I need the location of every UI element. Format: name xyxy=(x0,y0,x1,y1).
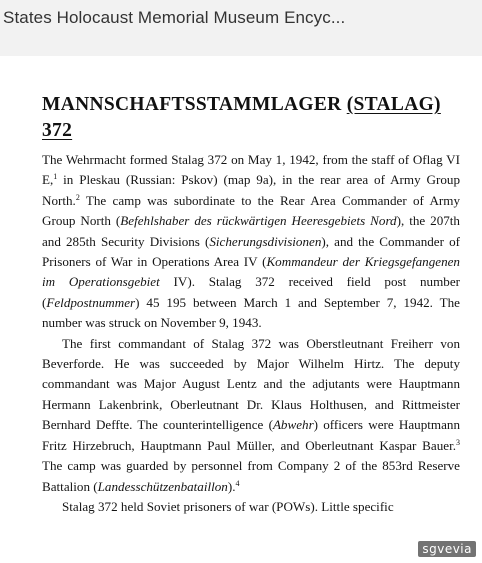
p2-text-3: The camp was guarded by personnel from Company 2 of the 853rd Reserve Battalion ( xyxy=(42,458,460,494)
browser-tab-bar[interactable] xyxy=(0,0,482,56)
p1-text-7: ) 45 195 between March 1 and September 7, 1942. The number was struck on November 9, 1943. xyxy=(42,294,460,331)
p2-text-1: The first commandant of Stalag 372 was Oberstleutnant Freiherr von Beverforde. He was succeeded by Major Wilhelm Hirtz. The deputy commandant was Major August Lentz and the adjutants were Hauptmann Hermann Lakenbrink, Oberleutnant Dr. Klaus Holthusen, and Rittmeister Bernhard Deffte. The counterintelligence ( xyxy=(42,335,460,433)
p1-italic-3: Kommandeur der Kriegsgefangenen im Operationsgebiet xyxy=(42,254,460,290)
tab-title[interactable]: States Holocaust Memorial Museum Encyc... xyxy=(3,8,346,27)
p2-text-2: ) officers were Hauptmann Fritz Hirzebruch, Hauptmann Paul Müller, and Oberleutnant Kaspar Bauer. xyxy=(42,417,460,453)
p2-italic-1: Abwehr xyxy=(272,417,314,433)
paragraph-2 xyxy=(42,334,460,497)
p3-text-1: Stalag 372 held Soviet prisoners of war (POWs). Little specific xyxy=(62,498,394,514)
footnote-4[interactable]: 4 xyxy=(235,478,240,488)
footnote-2[interactable]: 2 xyxy=(75,192,80,202)
watermark: sgvevia xyxy=(418,541,476,557)
article xyxy=(42,92,460,517)
paragraph-3 xyxy=(42,497,460,517)
paragraph-1 xyxy=(42,150,460,334)
p1-italic-2: Sicherungsdivisionen xyxy=(209,233,322,249)
p1-italic-1: Befehlshaber des rückwärtigen Heeresgebiets Nord xyxy=(120,213,397,229)
p1-text-1: The Wehrmacht formed Stalag 372 on May 1, 1942, from the staff of Oflag VI E, xyxy=(42,152,460,188)
p1-text-2: in Pleskau (Russian: Pskov) (map 9a), in the rear area of Army Group North. xyxy=(42,172,460,208)
title-number-link[interactable]: 372 xyxy=(42,120,73,141)
p1-text-5: ), and the Commander of Prisoners of War in Operations Area IV ( xyxy=(42,233,460,270)
p1-text-3: The camp was subordinate to the Rear Area Commander of Army Group North ( xyxy=(42,192,460,229)
title-prefix: MANNSCHAFTSSTAMMLAGER xyxy=(42,94,347,115)
footnote-3[interactable]: 3 xyxy=(456,437,460,447)
footnote-1[interactable]: 1 xyxy=(53,172,58,182)
p2-text-4: ). xyxy=(227,478,236,494)
p1-text-6: IV). Stalag 372 received field post number ( xyxy=(42,274,460,310)
p1-text-4: ), the 207th and 285th Security Divisions ( xyxy=(42,213,460,249)
p1-italic-4: Feldpostnummer xyxy=(46,294,136,310)
article-title xyxy=(42,92,460,144)
title-link-stalag[interactable]: (STALAG) xyxy=(346,94,441,115)
p2-italic-2: Landesschützenbataillon xyxy=(97,478,228,494)
